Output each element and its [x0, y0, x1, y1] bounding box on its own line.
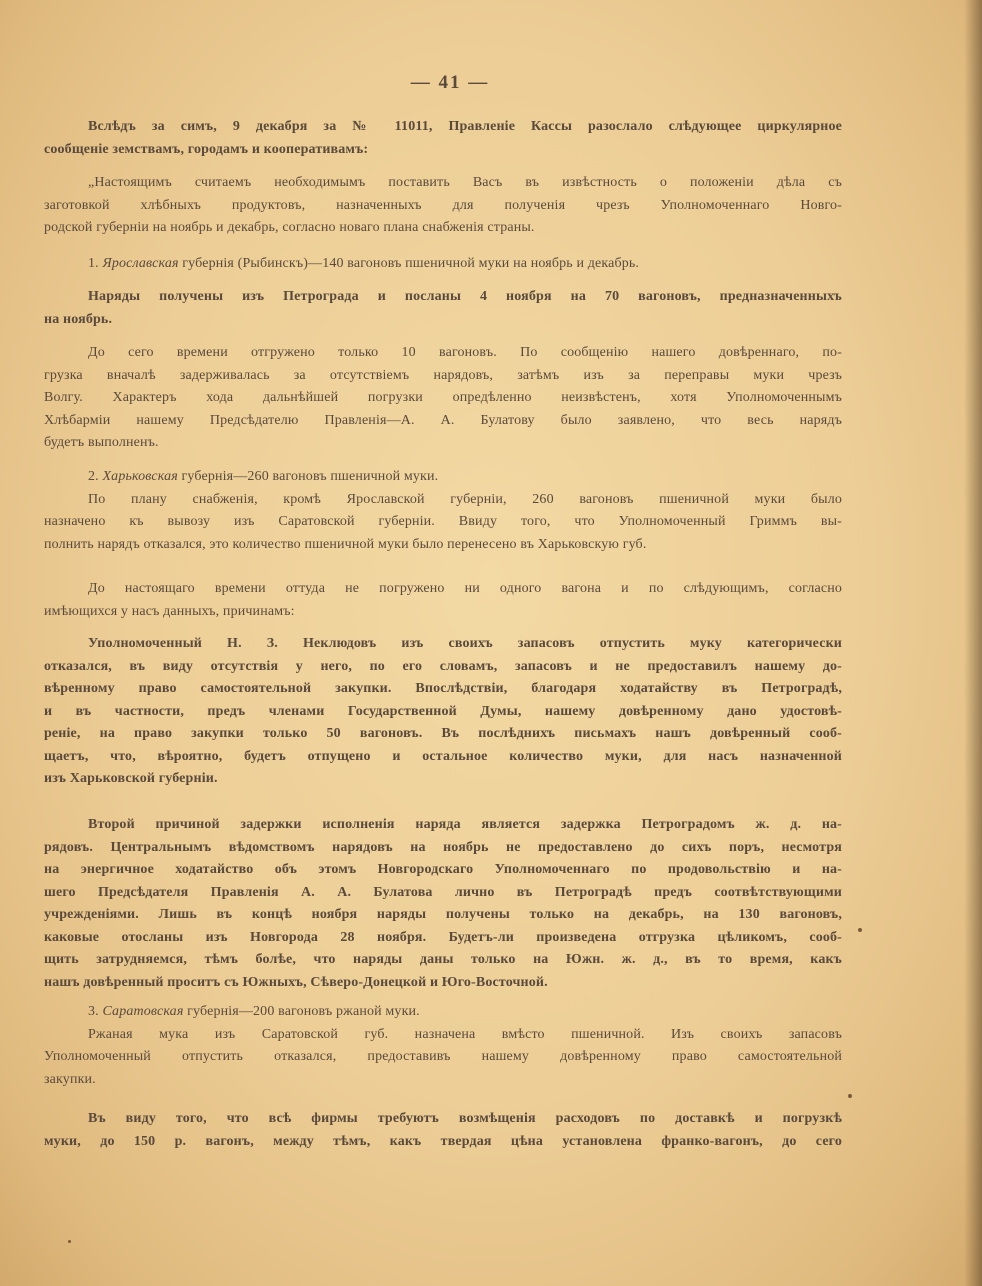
section-name: Саратовская: [102, 1004, 184, 1019]
text-line: Въ виду того, что всѣ фирмы требуютъ возмѣщенія расходовъ по доставкѣ и погрузкѣ: [88, 1111, 842, 1126]
section-heading-rest: губернія (Рыбинскъ)—140 вагоновъ пшеничной муки на ноябрь и декабрь.: [182, 256, 640, 271]
text-line: на ноябрь.: [44, 311, 113, 327]
text-line: рядовъ. Центральнымъ вѣдомствомъ нарядовъ на ноябрь не предоставлено до сихъ поръ, несмотря: [44, 839, 842, 855]
text-line: муки, до 150 р. вагонъ, между тѣмъ, какъ твердая цѣна установлена франко-вагонъ, до сего: [44, 1133, 842, 1149]
text-line: вѣренному право самостоятельной закупки. Впослѣдствіи, благодаря ходатайству въ Петроградѣ,: [44, 681, 842, 696]
section-number: 2.: [88, 469, 99, 484]
section-name: Ярославская: [102, 256, 179, 271]
text-line: нашъ довѣренный проситъ съ Южныхъ, Сѣверо-Донецкой и Юго-Восточной.: [44, 974, 548, 990]
text-line: родской губерніи на ноябрь и декабрь, согласно новаго плана снабженія страны.: [44, 220, 535, 235]
text-line: отказался, въ виду отсутствія у него, по его словамъ, запасовъ и не предоставилъ нашему до-: [44, 658, 842, 674]
text-line: на энергичное ходатайство объ этомъ Новгородскаго Уполномоченнаго по продовольствію и на-: [44, 862, 842, 877]
text-line: щить затрудняемся, тѣмъ болѣе, что наряды даны только на Южн. ж. д., въ то время, какъ: [44, 952, 842, 967]
paragraph-circular-opening: [44, 172, 842, 240]
text-line: Ржаная мука изъ Саратовской губ. назначена вмѣсто пшеничной. Изъ своихъ запасовъ: [88, 1026, 842, 1042]
text-line: назначено къ вывозу изъ Саратовской губерніи. Ввиду того, что Уполномоченный Гриммъ вы-: [44, 514, 842, 529]
section-heading-yaroslavl: [44, 253, 842, 276]
section-kharkov: [44, 466, 842, 556]
text-line: полнить нарядъ отказался, это количество пшеничной муки было перенесено въ Харьковскую губ.: [44, 536, 647, 552]
text-line: Хлѣбарміи нашему Предсѣдателю Правленія—А. А. Булатову было заявлено, что весь нарядъ: [44, 412, 842, 428]
paragraph-second-reason: [44, 814, 842, 994]
text-line: каковые отосланы изъ Новгорода 28 ноября. Будетъ-ли произведена отгрузка цѣликомъ, сооб-: [44, 929, 842, 945]
section-heading-line: [44, 253, 842, 276]
text-line: изъ Харьковской губерніи.: [44, 771, 218, 786]
text-line: сообщеніе земствамъ, городамъ и кооперативамъ:: [44, 141, 369, 157]
text-line: грузка вначалѣ задерживалась за отсутствіемъ нарядовъ, затѣмъ изъ за переправы муки чрезъ: [44, 367, 842, 383]
section-number: 3.: [88, 1004, 99, 1019]
text-line: До настоящаго времени оттуда не погружено ни одного вагона и по слѣдующимъ, согласно: [88, 581, 842, 596]
section-heading-rest: губернія—260 вагоновъ пшеничной муки.: [181, 469, 439, 484]
paragraph-shipment-status: [44, 342, 842, 455]
text-line: закупки.: [44, 1071, 96, 1087]
paragraph-intro: [44, 116, 842, 161]
paper-speck: [858, 928, 862, 932]
text-line: Уполномоченный отпустить отказался, предоставивъ нашему довѣренному право самостоятельной: [44, 1049, 842, 1064]
paragraph-neklyudov: [44, 633, 842, 791]
text-line: шего Предсѣдателя Правленія А. А. Булатова лично въ Петроградѣ предъ соотвѣтствующими: [44, 884, 842, 900]
paragraph-orders-received: [44, 286, 842, 331]
text-line: и въ частности, предъ членами Государственной Думы, нашему довѣренному дано удостовѣ-: [44, 703, 842, 719]
paper-speck: [848, 1094, 852, 1098]
text-line: Наряды получены изъ Петрограда и посланы 4 ноября на 70 вагоновъ, предназначенныхъ: [88, 289, 842, 304]
paragraph-not-loaded: [44, 578, 842, 623]
text-line: Волгу. Характеръ хода дальнѣйшей погрузки опредѣленно неизвѣстенъ, хотя Уполномоченнымъ: [44, 390, 842, 405]
text-line: учрежденіями. Лишь въ концѣ ноября наряды получены только на декабрь, на 130 вагоновъ,: [44, 907, 842, 922]
page-number: — 41 —: [410, 72, 490, 93]
text-line: Уполномоченный Н. З. Неклюдовъ изъ своихъ запасовъ отпустить муку категорически: [88, 636, 842, 651]
section-heading-rest: губернія—200 вагоновъ ржаной муки.: [187, 1004, 420, 1019]
section-saratov: [44, 1001, 842, 1091]
text-line: Второй причиной задержки исполненія наряда является задержка Петроградомъ ж. д. на-: [88, 817, 842, 832]
text-line: заготовкой хлѣбныхъ продуктовъ, назначенныхъ для полученія чрезъ Уполномоченнаго Новго-: [44, 197, 842, 213]
page-edge-shadow: [964, 0, 982, 1286]
text-line: имѣющихся у насъ данныхъ, причинамъ:: [44, 603, 295, 619]
text-line: По плану снабженія, кромѣ Ярославской губерніи, 260 вагоновъ пшеничной муки было: [88, 491, 842, 507]
section-number: 1.: [88, 256, 99, 271]
paragraph-firms-costs: [44, 1108, 842, 1153]
section-heading-line: [44, 1001, 842, 1024]
text-line: будетъ выполненъ.: [44, 435, 159, 450]
text-line: щаетъ, что, вѣроятно, будетъ отпущено и остальное количество муки, для насъ назначенной: [44, 748, 842, 764]
text-line: До сего времени отгружено только 10 вагоновъ. По сообщенію нашего довѣреннаго, по-: [88, 345, 842, 360]
text-line: Вслѣдъ за симъ, 9 декабря за № 11011, Правленіе Кассы разослало слѣдующее циркулярное: [88, 119, 842, 134]
text-line: реніе, на право закупки только 50 вагоновъ. Въ послѣднихъ письмахъ нашъ довѣренный сооб-: [44, 726, 842, 741]
section-heading-line: [44, 466, 842, 489]
paper-speck: [68, 1240, 71, 1243]
section-name: Харьковская: [102, 469, 178, 484]
text-line: „Настоящимъ считаемъ необходимымъ поставить Васъ въ извѣстность о положеніи дѣла съ: [88, 175, 842, 190]
